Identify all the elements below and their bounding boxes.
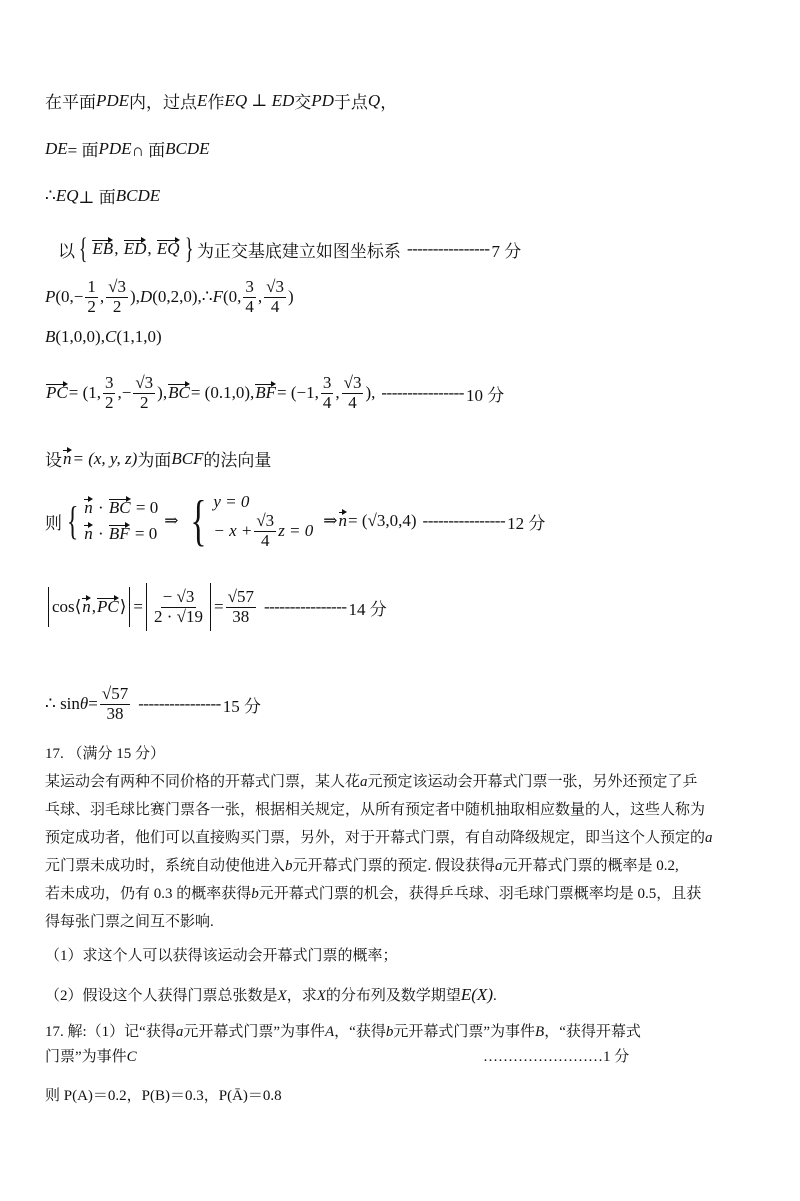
- text: PD: [311, 90, 334, 110]
- line-system: [45, 490, 546, 553]
- implies: ⇒: [323, 511, 338, 531]
- text: ,: [91, 597, 97, 616]
- text: 元开幕式门票”为事件: [393, 1024, 536, 1040]
- fraction: [342, 374, 364, 412]
- vector: EQ: [156, 239, 180, 258]
- text: ，“获得开幕式: [544, 1024, 641, 1040]
- text: ，: [380, 93, 398, 112]
- text: X: [277, 988, 287, 1004]
- text: 交: [294, 93, 312, 112]
- abs-bar: [146, 583, 147, 631]
- line-bc-points: [45, 327, 162, 347]
- denominator: 4: [261, 530, 270, 550]
- numerator: − √3: [162, 586, 195, 606]
- text: ∴: [45, 185, 56, 205]
- text: =: [214, 597, 224, 616]
- fraction: [254, 512, 276, 550]
- text: PDE: [98, 138, 132, 158]
- vector: PC: [46, 383, 68, 403]
- text: a: [360, 774, 368, 790]
- numerator: √3: [343, 373, 362, 392]
- text: 门票”为事件: [45, 1049, 127, 1065]
- text: a: [495, 858, 503, 874]
- text: 的法向量: [203, 451, 272, 470]
- text: 设: [45, 451, 62, 470]
- denominator: 4: [348, 392, 357, 412]
- text: ),: [129, 287, 140, 307]
- fraction: [321, 374, 334, 412]
- text: (0,: [222, 287, 242, 307]
- equation: y = 0: [213, 492, 250, 511]
- text: ,: [335, 383, 340, 403]
- text: (0,−: [55, 287, 84, 307]
- equation: [83, 524, 158, 544]
- text: ,: [257, 287, 263, 307]
- question-header: 17. （满分 15 分）: [45, 746, 166, 762]
- denominator: 2 · √19: [154, 606, 204, 626]
- text: ⟩: [119, 597, 127, 616]
- text: =: [88, 694, 98, 714]
- score-leader: ----------------: [381, 383, 464, 403]
- fraction: [103, 374, 116, 412]
- text: =: [133, 597, 144, 616]
- text: 以: [58, 241, 75, 261]
- question-text-line: [45, 882, 757, 903]
- score-label: 1 分: [603, 1049, 630, 1065]
- text: − x +: [213, 521, 253, 541]
- text: z = 0: [278, 521, 314, 541]
- text: 内，过点: [129, 93, 198, 112]
- abs-bar: [48, 587, 49, 627]
- text: X: [316, 988, 326, 1004]
- text: 作: [207, 93, 225, 112]
- score-leader: ----------------: [138, 694, 221, 714]
- score-label: 12 分: [507, 513, 546, 533]
- denominator: 2: [140, 392, 149, 412]
- text: ,: [99, 287, 105, 307]
- text: = 0: [130, 524, 158, 544]
- score-label: 7 分: [491, 241, 522, 261]
- text: D: [139, 287, 153, 307]
- question-text-line: [45, 854, 757, 875]
- text: 元开幕式门票的预定. 假设获得: [292, 858, 496, 874]
- text: 的分布列及数学期望: [325, 988, 461, 1004]
- question-text-line: 得每张门票之间互不影响.: [45, 914, 214, 930]
- text: （2）假设这个人获得门票总张数是: [45, 988, 278, 1004]
- denominator: 2: [87, 296, 96, 316]
- text: ),: [365, 383, 376, 403]
- score-leader: ----------------: [422, 511, 506, 531]
- denominator: 38: [106, 703, 124, 723]
- line-vectors: [45, 374, 504, 412]
- question-text-line: 乓球、羽毛球比赛门票各一张，根据相关规定，从所有预定者中随机抽取相应数量的人，这些人称为: [45, 802, 706, 818]
- text: 在平面: [45, 93, 96, 112]
- fraction: [85, 278, 98, 316]
- numerator: √57: [227, 586, 254, 606]
- text: C: [126, 1049, 137, 1065]
- score-leader: ----------------: [406, 239, 490, 258]
- text: F: [212, 287, 223, 307]
- text: θ: [79, 694, 89, 714]
- text: 为正交基底建立如图坐标系: [196, 241, 401, 261]
- vector: PC: [97, 597, 119, 616]
- text: ，求: [286, 988, 317, 1004]
- abs-bar: [129, 587, 130, 627]
- vector: n: [84, 524, 93, 544]
- vector: n: [82, 597, 91, 616]
- vector: n: [63, 448, 72, 468]
- vector: BF: [255, 383, 277, 403]
- text: ),: [157, 383, 168, 403]
- numerator: √3: [108, 277, 126, 296]
- text: B: [45, 327, 56, 346]
- text: 17. 解:（1）记“获得: [45, 1024, 176, 1040]
- brace-left: {: [190, 490, 207, 553]
- brace-left: {: [66, 498, 79, 544]
- score-group: [483, 1045, 629, 1066]
- denominator: 4: [245, 296, 254, 316]
- text: ，“获得: [334, 1024, 386, 1040]
- score-leader: ……………………: [483, 1049, 603, 1065]
- text: (1,0,0),: [55, 327, 105, 346]
- vector: n: [84, 498, 93, 518]
- fraction: [133, 374, 155, 412]
- line-plane-pde: [45, 88, 397, 113]
- text: = (0.1,0),: [190, 383, 255, 403]
- score-label: 10 分: [465, 385, 505, 405]
- text: BCDE: [165, 138, 210, 158]
- numerator: 1: [87, 277, 96, 296]
- denominator: 4: [322, 392, 332, 412]
- vector: EB: [92, 239, 114, 258]
- implies: ⇒: [164, 511, 179, 531]
- question-text-line: [45, 826, 757, 847]
- text: ,−: [117, 383, 132, 403]
- text: 预定成功者，他们可以直接购买门票，另外，对于开幕式门票，有自动降级规定，即当这个人预定的: [45, 830, 706, 846]
- solution-line: 则 P(A)＝0.2，P(B)＝0.3，P(Ā)＝0.8: [45, 1088, 282, 1104]
- text: ⊥ 面: [78, 188, 116, 207]
- text: 于点: [333, 93, 368, 112]
- text: = (1,: [68, 383, 101, 403]
- question-text-line: [45, 770, 757, 791]
- text: = 面: [67, 141, 99, 160]
- sub-question-1: （1）求这个人可以获得该运动会开幕式门票的概率；: [45, 948, 398, 964]
- solution-line: [45, 1045, 757, 1066]
- text: 元开幕式门票的概率是 0.2,: [502, 858, 679, 874]
- text: .: [492, 988, 497, 1004]
- line-cosine: [45, 583, 387, 631]
- brace-right: }: [184, 232, 194, 265]
- solution-line: [45, 1020, 757, 1041]
- text: b: [385, 1024, 394, 1040]
- text: = (√3,0,4): [348, 511, 417, 531]
- line-coordinates: [45, 278, 294, 316]
- text: BCF: [171, 448, 204, 468]
- text: DE: [45, 138, 68, 158]
- text: E: [197, 90, 208, 110]
- equation: [83, 498, 158, 518]
- numerator: √3: [256, 511, 275, 530]
- text: 则: [45, 513, 62, 533]
- text: 为面: [137, 451, 172, 470]
- denominator: 4: [270, 296, 280, 316]
- numerator: √57: [101, 684, 129, 703]
- text: = (−1,: [277, 383, 319, 403]
- line-sine: [45, 685, 261, 723]
- text: 元门票未成功时，系统自动使他进入: [45, 858, 286, 874]
- text: C: [104, 327, 117, 346]
- fraction: [100, 685, 130, 723]
- text: (1,1,0): [116, 327, 162, 346]
- sub-question-2: [45, 984, 757, 1005]
- text: 某运动会有两种不同价格的开幕式门票，某人花: [45, 774, 361, 790]
- text: (0,2,0),∴: [152, 287, 213, 307]
- line-basis: 以 { EB , ED , EQ } 为正交基底建立如图坐标系 ---------------- 7 分: [58, 232, 522, 265]
- text: Q: [367, 90, 381, 110]
- numerator: √3: [266, 277, 284, 296]
- denominator: 2: [104, 392, 114, 412]
- score-leader: ----------------: [263, 597, 347, 616]
- fraction: [243, 278, 256, 316]
- equation-system: [83, 498, 158, 544]
- text: B: [535, 1024, 545, 1040]
- vector: BC: [168, 383, 190, 403]
- text: PDE: [96, 90, 130, 110]
- text: ·: [93, 498, 108, 518]
- abs-bar: [210, 583, 211, 631]
- text: = (x, y, z): [72, 448, 138, 468]
- fraction: [106, 278, 128, 316]
- line-eq-perp: [45, 183, 160, 208]
- text: 元开幕式门票”为事件: [183, 1024, 325, 1040]
- text: ): [287, 287, 294, 307]
- text: a: [175, 1024, 184, 1040]
- text: ∩ 面: [131, 141, 166, 160]
- equation: [213, 512, 313, 550]
- text: 若未成功，仍有 0.3 的概率获得: [45, 886, 252, 902]
- text: a: [705, 830, 713, 846]
- brace-left: {: [78, 232, 88, 265]
- vector: BC: [108, 498, 131, 518]
- equation-system: [213, 492, 313, 550]
- text: BCDE: [115, 185, 161, 205]
- numerator: √3: [135, 373, 154, 392]
- score-label: 14 分: [348, 599, 387, 619]
- text: A: [325, 1024, 335, 1040]
- text: 元预定该运动会开幕式门票一张，另外还预定了乒: [367, 774, 698, 790]
- text: 元开幕式门票的机会，获得乒乓球、羽毛球门票概率均是 0.5，且获: [258, 886, 702, 902]
- text: cos⟨: [52, 597, 82, 616]
- fraction: [152, 588, 205, 626]
- text: b: [251, 886, 259, 902]
- text: P: [45, 287, 56, 307]
- vector: BF: [108, 524, 130, 544]
- text: ∴ sin: [45, 694, 80, 714]
- text: EQ ⊥ ED: [224, 90, 295, 110]
- text: b: [285, 858, 293, 874]
- vector: n: [338, 511, 348, 531]
- line-de-intersection: [45, 136, 209, 161]
- score-label: 15 分: [222, 696, 262, 716]
- line-normal-vector: [45, 446, 271, 471]
- numerator: 3: [104, 373, 114, 392]
- fraction: [264, 278, 286, 316]
- text: E(X): [460, 985, 493, 1004]
- vector: ED: [123, 239, 147, 258]
- denominator: 2: [112, 296, 122, 316]
- text: = 0: [131, 498, 159, 518]
- numerator: 3: [322, 373, 332, 392]
- text: ·: [93, 524, 108, 544]
- numerator: 3: [245, 277, 254, 296]
- denominator: 38: [232, 606, 250, 626]
- fraction: [226, 588, 256, 626]
- text: EQ: [55, 185, 79, 205]
